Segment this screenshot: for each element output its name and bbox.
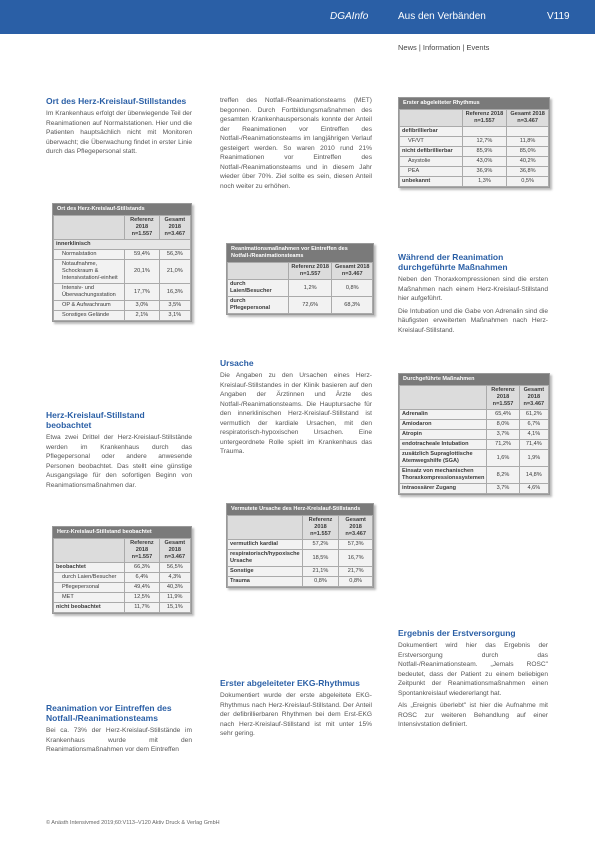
col-header-referenz: Referenz 2018 n=1.557 (125, 216, 159, 240)
paragraph-ergebnis: Dokumentiert wird hier das Ergebnis der Erstversorgung durch das Notfall-/Reanimationsteam. „Jemals ROSC" bedeutet, dass der Patient zu einem beliebigen Zeitpunkt der Reanimationsmaßnahmen einen Spontankreislauf wiedererlangt hat. (398, 642, 548, 697)
col-header-gesamt: Gesamt 2018 n=3.467 (159, 216, 190, 240)
table-row: Sonstiges Gelände 2,1% 3,1% (54, 311, 191, 321)
table-massnahmen (398, 373, 550, 495)
sub-navigation: News | Information | Events (398, 43, 490, 52)
table-row: defibrillierbar (400, 127, 549, 137)
section-title: Aus den Verbänden (398, 11, 486, 22)
heading-ort: Ort des Herz-Kreislauf-Stillstandes (46, 96, 187, 106)
column-1-section-3 (46, 703, 192, 755)
table-caption: Ort des Herz-Kreislauf-Stillstands (53, 204, 191, 215)
table-row: vermutlich kardial 57,2% 57,3% (228, 540, 373, 550)
table-caption: Vermutete Ursache des Herz-Kreislauf-Stillstands (227, 504, 373, 515)
table-row: endotracheale Intubation 71,2% 71,4% (400, 440, 549, 450)
table-row: Trauma 0,8% 0,8% (228, 577, 373, 587)
table-row: Asystolie 43,0% 40,2% (400, 157, 549, 167)
table-ursache (226, 503, 374, 588)
table-row: durch Laien/Besucher 1,2% 0,8% (228, 280, 373, 297)
col-header-gesamt: Gesamt 2018 n=3.467 (507, 110, 549, 127)
table-row: Notaufnahme, Schockraum & Intensivstation/-einheit 20,1% 21,0% (54, 260, 191, 284)
table-row: Normalstation 59,4% 56,3% (54, 250, 191, 260)
table-beobachtet (52, 526, 192, 614)
col-header-referenz: Referenz 2018 n=1.557 (125, 539, 159, 563)
heading-ekg: Erster abgeleiteter EKG-Rhythmus (220, 678, 360, 688)
table-row: unbekannt 1,3% 0,5% (400, 177, 549, 187)
col-header-gesamt: Gesamt 2018 n=3.467 (159, 539, 190, 563)
table-row: Einsatz von mechanischen Thoraxkompressionssystemen 8,2% 14,8% (400, 467, 549, 484)
paragraph-met: treffen des Notfall-/Reanimationsteams (MET) begonnen. Durch Fortbildungsmaßnahmen des gesamten Krankenhauspersonals konnte der Anteil der Reanimationen vor Eintreffen des Notfall-/Reanimationsteams im langjährigen Verlauf gesteigert werden. So waren 2010 rund 21% Reanimationen vor Eintreffen des Notfall-/Reanimationsteams und in diesem Jahr wieder über 70%. Ziel sollte es sein, diesen Anteil noch weiter zu erhöhen. (220, 97, 372, 190)
column-2-section-2 (220, 358, 372, 457)
table-row: durch Laien/Besucher 6,4% 4,3% (54, 573, 191, 583)
paragraph-ergebnis-2: Als „Ereignis überlebt" ist hier die Aufnahme mit ROSC zur weiteren Behandlung auf einer Intensivstation definiert. (398, 702, 548, 729)
heading-reanimation: Reanimation vor Eintreffen des Notfall-/Reanimationsteams (46, 703, 172, 724)
table-row: OP & Aufwachraum 3,0% 3,5% (54, 301, 191, 311)
col-header-referenz: Referenz 2018 n=1.557 (302, 516, 339, 540)
heading-beobachtet: Herz-Kreislauf-Stillstand beobachtet (46, 410, 145, 431)
table-row: PEA 36,9% 36,8% (400, 167, 549, 177)
table-row: zusätzlich Supraglottische Atemwegshilfe (SGA) 1,6% 1,9% (400, 450, 549, 467)
col-header-gesamt: Gesamt 2018 n=3.467 (332, 263, 373, 280)
col-header-referenz: Referenz 2018 n=1.557 (462, 110, 507, 127)
table-row: nicht beobachtet 11,7% 15,1% (54, 603, 191, 613)
table-row: Atropin 3,7% 4,1% (400, 430, 549, 440)
col-header-gesamt: Gesamt 2018 n=3.467 (519, 386, 548, 410)
footer-citation: © Anästh Intensivmed 2019;60:V113–V120 Aktiv Druck & Verlag GmbH (46, 820, 220, 826)
table-row: VF/VT 12,7% 11,8% (400, 137, 549, 147)
table-row: MET 12,5% 11,9% (54, 593, 191, 603)
table-caption: Erster abgeleiteter Rhythmus (399, 98, 549, 109)
heading-ursache: Ursache (220, 358, 254, 368)
column-1 (46, 96, 192, 157)
table-caption: Durchgeführte Maßnahmen (399, 374, 549, 385)
column-3-section-2 (398, 628, 548, 730)
table-section: innerklinisch (54, 240, 191, 250)
table-row: beobachtet 66,3% 56,5% (54, 563, 191, 573)
paragraph-massnahmen: Neben den Thoraxkompressionen sind die ersten Maßnahmen nach einem Herz-Kreislauf-Stillstand hier aufgeführt. (398, 276, 548, 303)
table-ort (52, 203, 192, 322)
table-row: respiratorisch/hypoxische Ursache 18,5% 16,7% (228, 550, 373, 567)
table-row: Pflegepersonal 49,4% 40,3% (54, 583, 191, 593)
paragraph-massnahmen-2: Die Intubation und die Gabe von Adrenalin sind die häufigsten erweiterten Maßnahmen nach Herz-Kreislauf-Stillstand. (398, 307, 548, 334)
col-header-referenz: Referenz 2018 n=1.557 (288, 263, 332, 280)
table-row: durch Pflegepersonal 72,6% 68,3% (228, 297, 373, 314)
magazine-title: DGAInfo (330, 11, 369, 22)
paragraph-reanimation: Bei ca. 73% der Herz-Kreislauf-Stillstände im Krankenhaus wurde mit den Reanimationsmaßnahmen vor dem Eintreffen (46, 727, 192, 754)
column-2 (220, 96, 372, 191)
table-row: Intensiv- und Überwachungsstation 17,7% 16,3% (54, 284, 191, 301)
col-header-referenz: Referenz 2018 n=1.557 (487, 386, 519, 410)
paragraph-ort: Im Krankenhaus erfolgt der überwiegende Teil der Reanimationen auf Normalstationen. Hier und die Patienten hauptsächlich nicht mit Monitoren überwacht; die Überwachung findet in erster Linie durch das Pflegepersonal statt. (46, 110, 192, 156)
table-rhythmus (398, 97, 550, 188)
heading-massnahmen: Während der Reanimation durchgeführte Maßnahmen (398, 252, 508, 273)
column-3 (398, 252, 548, 335)
table-row: intraossärer Zugang 3,7% 4,6% (400, 484, 549, 494)
heading-ergebnis: Ergebnis der Erstversorgung (398, 628, 516, 638)
table-row: Amiodaron 8,0% 6,7% (400, 420, 549, 430)
header-bar (0, 0, 595, 34)
table-caption: Herz-Kreislauf-Stillstand beobachtet (53, 527, 191, 538)
table-caption: Reanimationsmaßnahmen vor Eintreffen des Notfall-/Reanimationsteams (227, 244, 373, 262)
col-header-gesamt: Gesamt 2018 n=3.467 (339, 516, 373, 540)
column-2-section-3 (220, 678, 372, 739)
column-1-section-2 (46, 410, 192, 490)
page-number: V119 (547, 11, 570, 22)
paragraph-beobachtet: Etwa zwei Drittel der Herz-Kreislauf-Stillstände werden im Krankenhaus durch das Pflegepersonal oder andere anwesende Personen beobachtet. Das stellt eine günstige Ausgangslage für den sofortigen Beginn von Reanimationsmaßnahmen dar. (46, 434, 192, 489)
table-row: nicht defibrillierbar 85,9% 85,0% (400, 147, 549, 157)
paragraph-ekg: Dokumentiert wurde der erste abgeleitete EKG-Rhythmus nach Herz-Kreislauf-Stillstand. Der Anteil der defibrillierbaren Rhythmen bei dem Erst-EKG nach Herz-Kreislauf-Stillstand ist mit unter 15% sehr gering. (220, 692, 372, 738)
table-row: Sonstige 21,1% 21,7% (228, 567, 373, 577)
table-vor-eintreffen (226, 243, 374, 315)
table-row: Adrenalin 65,4% 61,2% (400, 410, 549, 420)
paragraph-ursache: Die Angaben zu den Ursachen eines Herz-Kreislauf-Stillstandes in der Klinik basieren auf den Angaben der Ärztinnen und Ärzte des Notfall-/Reanimationsteams. Die Hauptursache für den innerklinischen Herz-Kreislauf-Stillstand ist vermutlich der kardiale Ursachen, mit den respiratorisch-hypoxischen Ursachen. Eine untergeordnete Rolle spielt im Krankenhaus das Trauma. (220, 372, 372, 456)
